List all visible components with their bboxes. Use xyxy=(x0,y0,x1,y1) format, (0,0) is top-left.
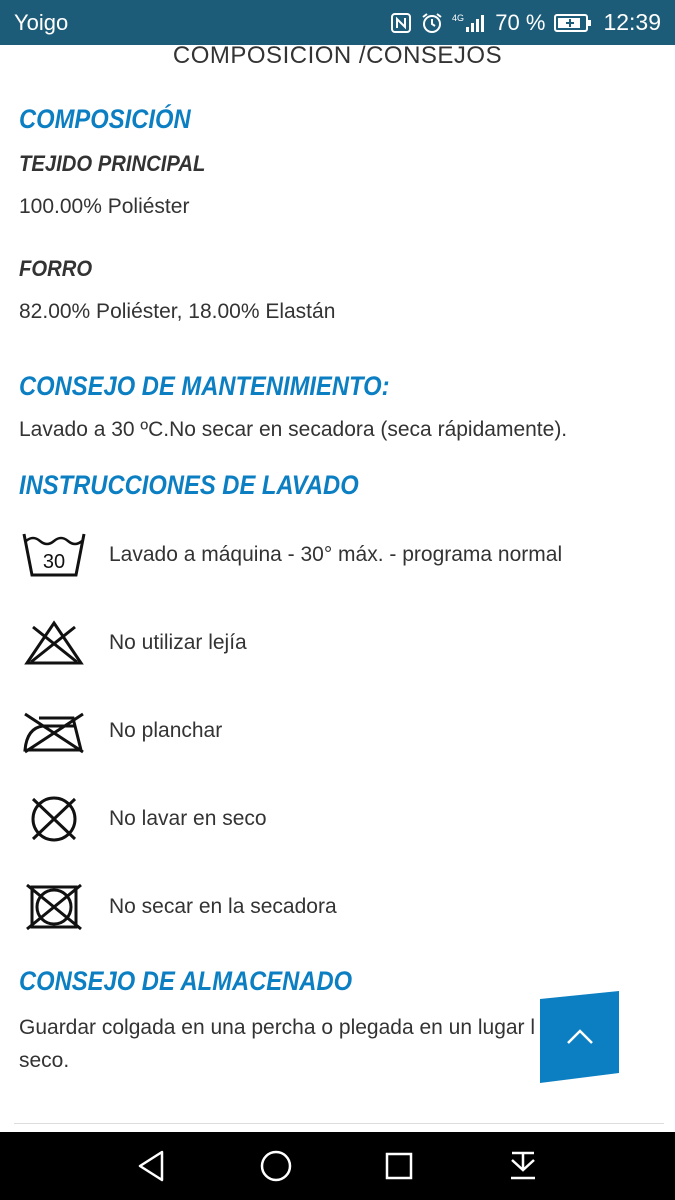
wash-instruction-label: Lavado a máquina - 30° máx. - programa normal xyxy=(109,543,563,566)
wash-instruction-row xyxy=(20,525,660,585)
notifications-button[interactable] xyxy=(493,1136,553,1196)
wash-instruction-label: No utilizar lejía xyxy=(109,631,247,654)
status-bar xyxy=(0,0,675,45)
maintenance-text: Lavado a 30 ºC.No secar en secadora (seca rápidamente). xyxy=(19,418,568,441)
composition-heading: COMPOSICIÓN xyxy=(19,104,191,134)
carrier-name: Yoigo xyxy=(14,9,69,35)
washing-heading: INSTRUCCIONES DE LAVADO xyxy=(19,470,359,500)
lining-value: 82.00% Poliéster, 18.00% Elastán xyxy=(19,300,336,323)
home-button[interactable] xyxy=(246,1136,306,1196)
wash-temp: 30 xyxy=(42,551,66,573)
wash-instruction-label: No planchar xyxy=(109,719,223,742)
wash-30-icon xyxy=(20,527,88,583)
navigation-bar xyxy=(0,1132,675,1200)
back-button[interactable] xyxy=(122,1136,182,1196)
wash-instruction-label: No lavar en seco xyxy=(109,807,267,830)
clock: 12:39 xyxy=(603,9,661,35)
recents-button[interactable] xyxy=(369,1136,429,1196)
wash-instruction-row xyxy=(20,701,660,761)
chevron-up-icon xyxy=(540,991,619,1083)
notifications-icon xyxy=(506,1150,540,1182)
main-fabric-label: TEJIDO PRINCIPAL xyxy=(19,151,206,176)
wash-instruction-label: No secar en la secadora xyxy=(109,895,337,918)
page-content xyxy=(0,45,675,1132)
maintenance-heading: CONSEJO DE MANTENIMIENTO: xyxy=(19,371,390,401)
storage-heading: CONSEJO DE ALMACENADO xyxy=(19,966,353,996)
wash-instruction-row xyxy=(20,877,660,937)
no-dry-clean-icon xyxy=(20,791,88,847)
home-icon xyxy=(258,1148,294,1184)
divider xyxy=(14,1123,664,1124)
alarm-icon xyxy=(421,12,443,34)
no-iron-icon xyxy=(20,703,88,759)
scroll-to-top-button[interactable] xyxy=(540,991,619,1083)
wash-instruction-row xyxy=(20,613,660,673)
wash-instruction-row xyxy=(20,789,660,849)
battery-percent: 70 % xyxy=(495,9,546,35)
main-fabric-value: 100.00% Poliéster xyxy=(19,195,190,218)
lining-label: FORRO xyxy=(19,256,93,281)
back-icon xyxy=(136,1149,168,1183)
no-tumble-dry-icon xyxy=(20,879,88,935)
recents-icon xyxy=(383,1150,415,1182)
storage-text: Guardar colgada en una percha o plegada en un lugar l seco. xyxy=(19,1016,536,1072)
page-title: COMPOSICION /CONSEJOS xyxy=(172,45,503,69)
network-type: 4G xyxy=(452,12,465,23)
battery-icon xyxy=(554,13,592,33)
nfc-icon xyxy=(390,12,412,34)
no-bleach-icon xyxy=(20,615,88,671)
status-icons xyxy=(390,9,661,36)
signal-icon xyxy=(452,12,486,34)
